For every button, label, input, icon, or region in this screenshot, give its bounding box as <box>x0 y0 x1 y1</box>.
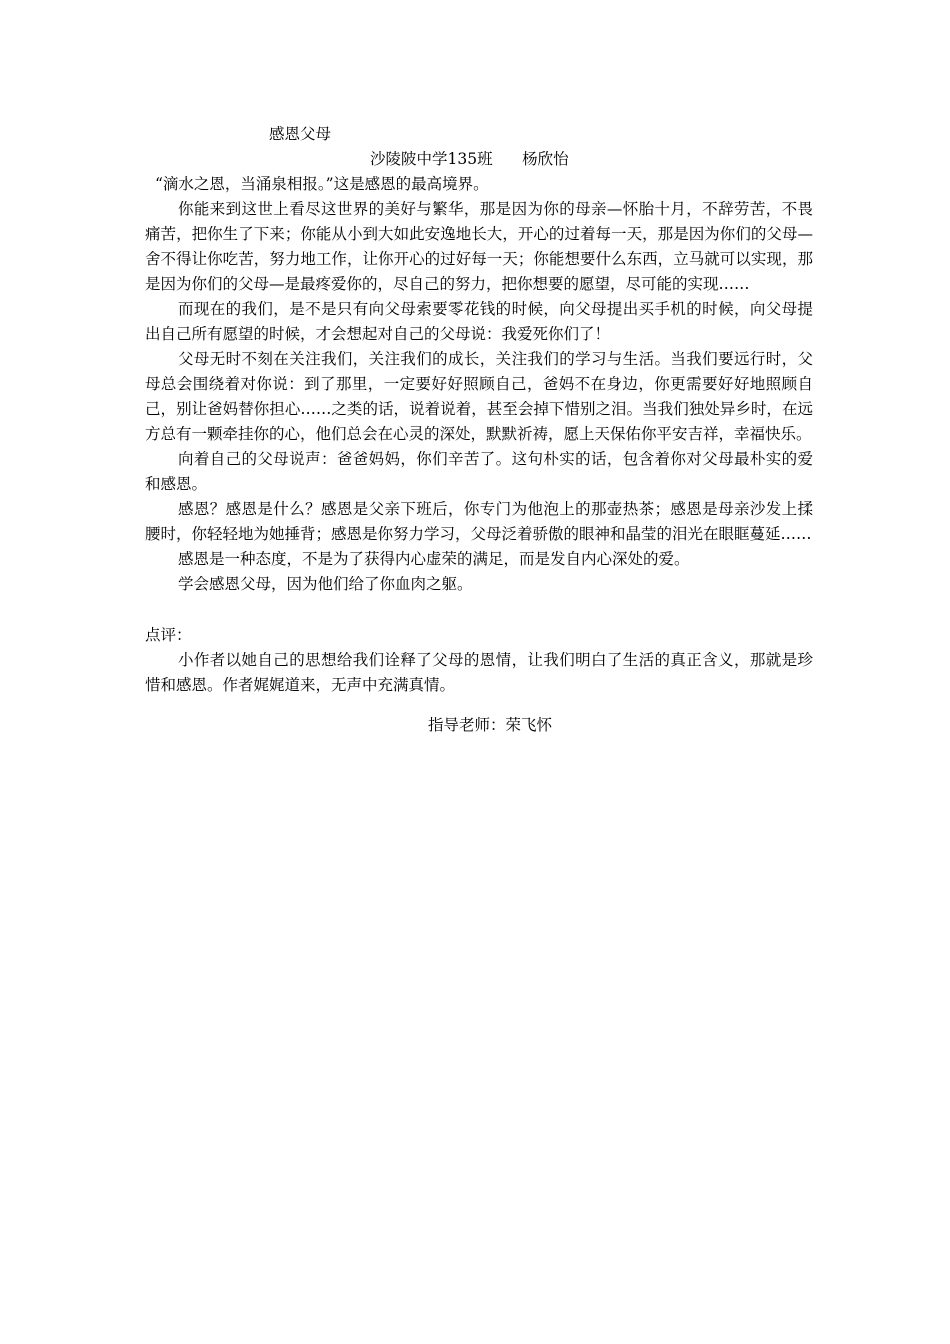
paragraph-8: 学会感恩父母，因为他们给了你血肉之躯。 <box>178 575 473 593</box>
paragraph-7: 感恩是一种态度，不是为了获得内心虚荣的满足，而是发自内心深处的爱。 <box>178 550 690 568</box>
teacher-credit: 指导老师：荣飞怀 <box>428 716 553 734</box>
paragraph-2: 你能来到这世上看尽这世界的美好与繁华，那是因为你的母亲—怀胎十月，不辞劳苦，不畏痛苦，把你生了下来；你能从小到大如此安逸地长大，开心的过着每一天，那是因为你们的父母—舍不得让你吃苦，努力地工作，让你开心的过好每一天；你能想要什么东西，立马就可以实现，那是因为你们的父母—是最疼爱你的，尽自己的努力，把你想要的愿望，尽可能的实现…… <box>145 200 813 293</box>
article-title: 感恩父母 <box>269 125 332 143</box>
document-page <box>145 122 813 738</box>
paragraph-1: “滴水之恩，当涌泉相报。”这是感恩的最高境界。 <box>155 175 489 193</box>
author-name: 杨欣怡 <box>522 150 569 168</box>
paragraph-4: 父母无时不刻在关注我们，关注我们的成长，关注我们的学习与生活。当我们要远行时，父母总会围绕着对你说：到了那里，一定要好好照顾自己，爸妈不在身边，你更需要好好地照顾自己，别让爸妈替你担心……之类的话，说着说着，甚至会掉下惜别之泪。当我们独处异乡时，在远方总有一颗牵挂你的心，他们总会在心灵的深处，默默祈祷，愿上天保佑你平安吉祥，幸福快乐。 <box>145 350 813 443</box>
byline <box>145 147 813 172</box>
paragraph-6: 感恩？感恩是什么？感恩是父亲下班后，你专门为他泡上的那壶热茶；感恩是母亲沙发上揉腰时，你轻轻地为她捶背；感恩是你努力学习，父母泛着骄傲的眼神和晶莹的泪光在眼眶蔓延…… <box>145 500 813 543</box>
review-text: 小作者以她自己的思想给我们诠释了父母的恩情，让我们明白了生活的真正含义，那就是珍惜和感恩。作者娓娓道来，无声中充满真情。 <box>145 651 813 694</box>
section-spacer <box>145 597 813 623</box>
paragraph-5: 向着自己的父母说声：爸爸妈妈，你们辛苦了。这句朴实的话，包含着你对父母最朴实的爱和感恩。 <box>145 450 813 493</box>
review-label: 点评： <box>145 626 192 644</box>
school-class: 沙陵陂中学135班 <box>370 150 493 168</box>
paragraph-3: 而现在的我们，是不是只有向父母索要零花钱的时候，向父母提出买手机的时候，向父母提出自己所有愿望的时候，才会想起对自己的父母说：我爱死你们了！ <box>145 300 813 343</box>
